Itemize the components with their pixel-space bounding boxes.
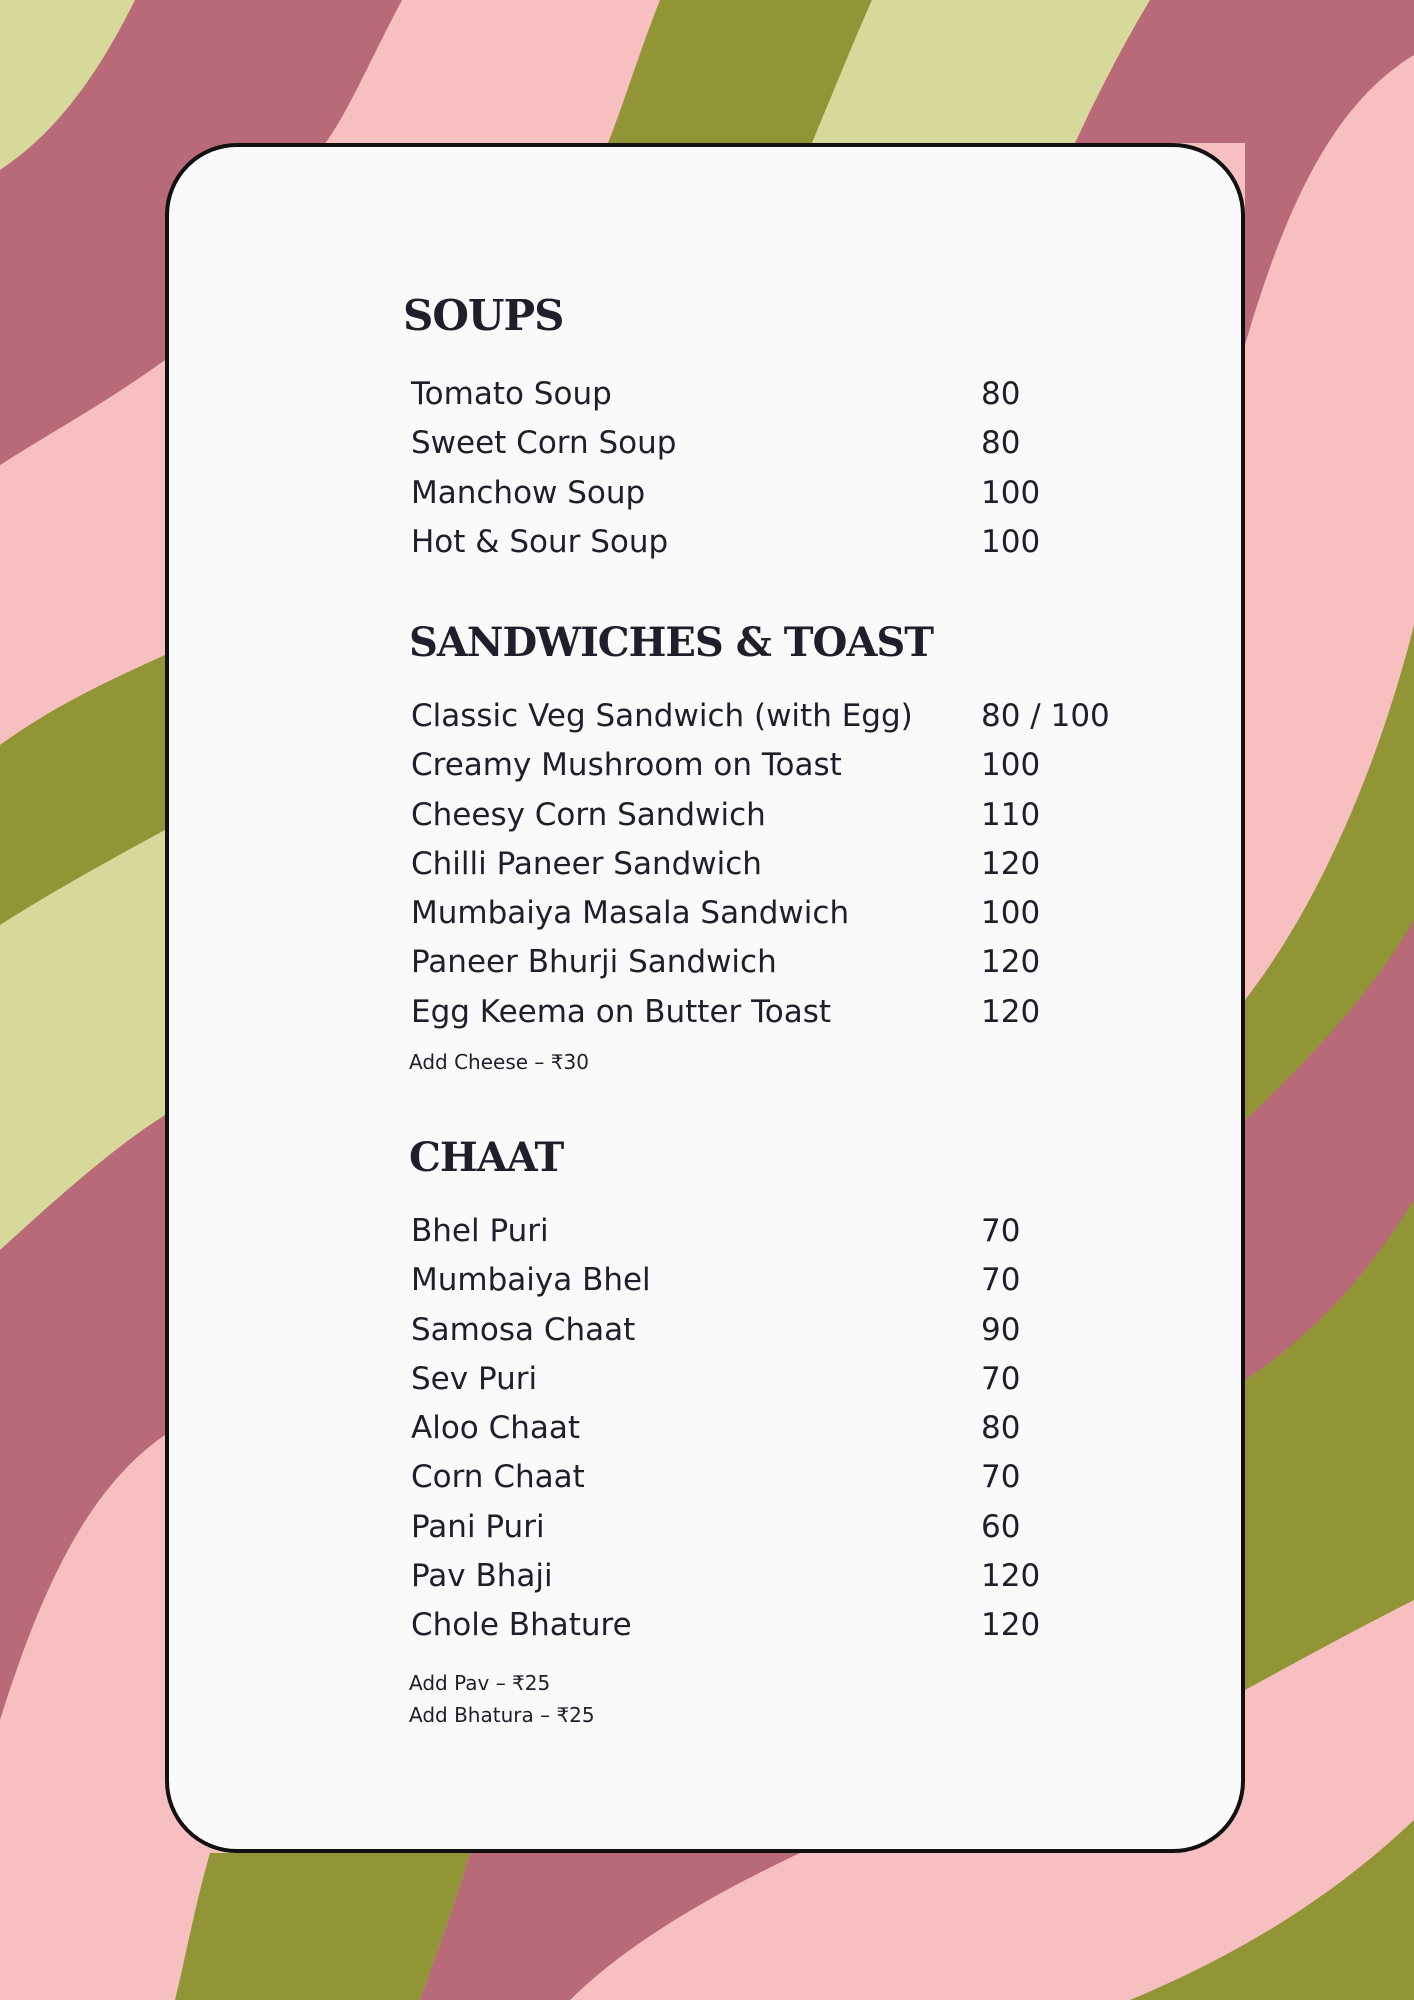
item-name: Mumbaiya Bhel — [411, 1262, 651, 1299]
item-price: 60 — [981, 1508, 1021, 1545]
section-title-soups: SOUPS — [403, 291, 564, 340]
soups-list — [411, 370, 1171, 567]
item-price: 110 — [981, 796, 1041, 833]
menu-item — [411, 469, 1171, 518]
menu-item — [411, 518, 1171, 567]
item-price: 90 — [981, 1311, 1021, 1348]
menu-item — [411, 741, 1171, 790]
item-price: 80 — [981, 1410, 1021, 1447]
menu-item — [411, 1601, 1171, 1650]
add-on-note: Add Cheese – ₹30 — [409, 1050, 589, 1074]
menu-card — [165, 143, 1245, 1853]
item-name: Cheesy Corn Sandwich — [411, 796, 766, 833]
item-name: Egg Keema on Butter Toast — [411, 993, 832, 1030]
menu-item — [411, 1256, 1171, 1305]
item-price: 120 — [981, 993, 1041, 1030]
section-title-sandwiches: SANDWICHES & TOAST — [409, 619, 934, 666]
item-name: Sweet Corn Soup — [411, 425, 677, 462]
item-price: 70 — [981, 1262, 1021, 1299]
item-name: Pav Bhaji — [411, 1558, 553, 1595]
add-on-note: Add Bhatura – ₹25 — [409, 1703, 595, 1727]
item-price: 80 — [981, 376, 1021, 412]
section-title-chaat: CHAAT — [409, 1134, 564, 1181]
item-name: Aloo Chaat — [411, 1410, 581, 1447]
menu-item — [411, 1306, 1171, 1355]
menu-item — [411, 1503, 1171, 1552]
item-name: Tomato Soup — [411, 376, 612, 412]
item-price: 80 / 100 — [981, 698, 1110, 734]
menu-item — [411, 692, 1171, 741]
menu-item — [411, 1207, 1171, 1256]
item-price: 120 — [981, 1558, 1041, 1595]
item-name: Chilli Paneer Sandwich — [411, 845, 762, 882]
menu-item — [411, 889, 1171, 938]
item-price: 100 — [981, 747, 1041, 784]
chaat-list — [411, 1207, 1171, 1651]
item-name: Mumbaiya Masala Sandwich — [411, 895, 850, 932]
menu-item — [411, 840, 1171, 889]
item-price: 100 — [981, 523, 1041, 560]
menu-item — [411, 791, 1171, 840]
item-name: Corn Chaat — [411, 1459, 585, 1496]
item-price: 100 — [981, 474, 1041, 511]
menu-item — [411, 1453, 1171, 1502]
item-price: 120 — [981, 845, 1041, 882]
menu-item — [411, 988, 1171, 1037]
item-price: 70 — [981, 1360, 1021, 1397]
item-name: Samosa Chaat — [411, 1311, 636, 1348]
item-name: Manchow Soup — [411, 474, 646, 511]
item-name: Paneer Bhurji Sandwich — [411, 944, 777, 981]
menu-item — [411, 1552, 1171, 1601]
item-price: 70 — [981, 1213, 1021, 1249]
menu-item — [411, 419, 1171, 468]
item-price: 70 — [981, 1459, 1021, 1496]
item-name: Pani Puri — [411, 1508, 545, 1545]
menu-item — [411, 938, 1171, 987]
sandwiches-list — [411, 692, 1171, 1037]
item-price: 100 — [981, 895, 1041, 932]
item-name: Creamy Mushroom on Toast — [411, 747, 842, 784]
menu-item — [411, 1404, 1171, 1453]
item-price: 80 — [981, 425, 1021, 462]
add-on-note: Add Pav – ₹25 — [409, 1671, 551, 1695]
item-name: Hot & Sour Soup — [411, 523, 669, 560]
menu-item — [411, 1355, 1171, 1404]
item-price: 120 — [981, 944, 1041, 981]
menu-item — [411, 370, 1171, 419]
item-name: Chole Bhature — [411, 1607, 632, 1644]
item-name: Bhel Puri — [411, 1213, 549, 1249]
item-name: Classic Veg Sandwich (with Egg) — [411, 698, 913, 734]
item-price: 120 — [981, 1607, 1041, 1644]
item-name: Sev Puri — [411, 1360, 538, 1397]
